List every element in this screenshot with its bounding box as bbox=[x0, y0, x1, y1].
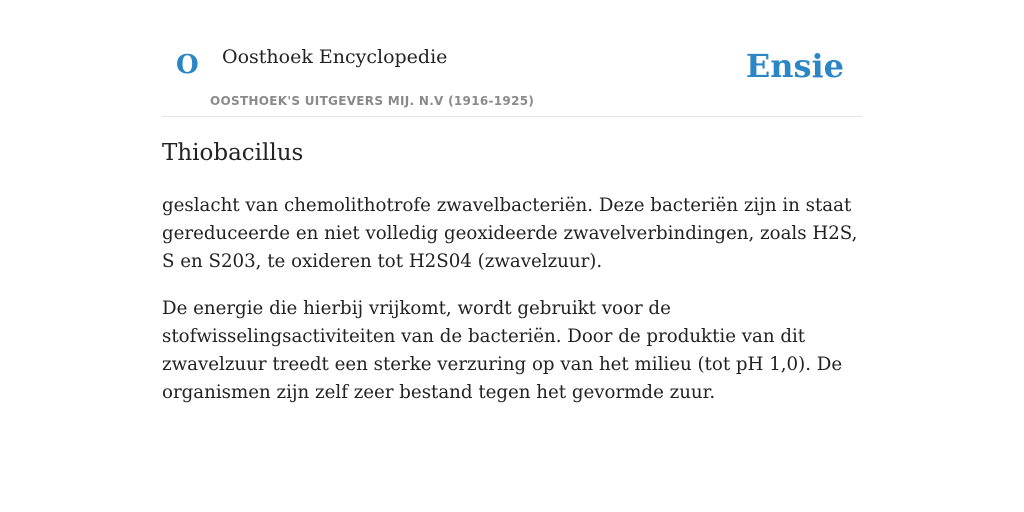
publisher-label: OOSTHOEK'S UITGEVERS MIJ. N.V (1916-1925) bbox=[210, 94, 535, 108]
ensie-home-link[interactable]: Ensie bbox=[745, 47, 844, 85]
book-logo-icon[interactable]: O bbox=[176, 50, 199, 80]
entry-paragraph: geslacht van chemolithotrofe zwavelbacteriën. Deze bacteriën zijn in staat gereduceerde en niet volledig geoxideerde zwavelverbindingen, zoals H2S, S en S203, te oxideren tot H2S04 (zwavelzuur). bbox=[162, 195, 858, 272]
book-header bbox=[162, 0, 862, 117]
entry-paragraph: De energie die hierbij vrijkomt, wordt gebruikt voor de stofwisselingsactiviteiten van de bacteriën. Door de produktie van dit zwavelzuur treedt een sterke verzuring op van het milieu (tot pH 1,0). De organismen zijn zelf zeer bestand tegen het gevormde zuur. bbox=[162, 298, 843, 403]
book-title-link[interactable]: Oosthoek Encyclopedie bbox=[222, 46, 448, 68]
entry-title: Thiobacillus bbox=[162, 140, 304, 166]
page-container bbox=[162, 0, 862, 403]
entry-body bbox=[162, 192, 862, 426]
